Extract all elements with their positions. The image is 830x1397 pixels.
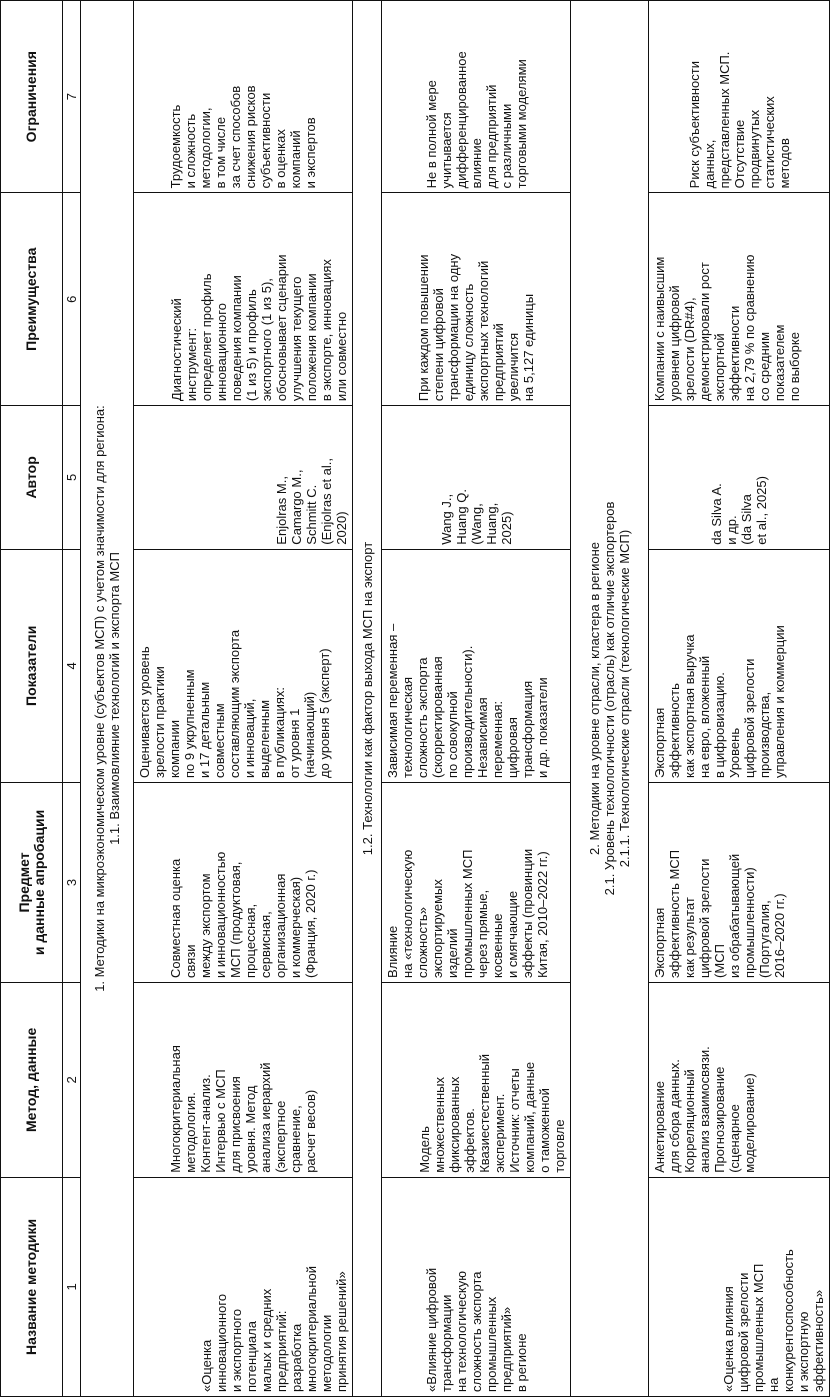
header-cell: Преимущества xyxy=(1,193,63,406)
method-name-cell: «Влияние цифровой трансформации на технологическую сложность экспорта промышленных предприятий» в регионе xyxy=(382,1177,571,1396)
header-row xyxy=(1,1,63,1397)
table-row xyxy=(649,1,830,1397)
section-row xyxy=(571,1,649,1397)
indicators-cell: Оценивается уровень зрелости практики компании по 9 укрупненным и 17 детальным совместным составляющим экспорта и инноваций, выделенным в публикациях: от уровня 1 (начинающий) до уровня 5 (эксперт) xyxy=(134,549,353,782)
method-name-cell: «Оценка влияния цифровой зрелости промышленных МСП на конкурентоспособность и экспортную эффективность» xyxy=(649,1177,830,1396)
section-row xyxy=(81,1,134,1397)
indicators-cell: Зависимая переменная – технологическая сложность экспорта (скорректированная по совокупной производительности). Независимая переменная: цифровая трансформация и др. показатели xyxy=(382,549,571,782)
header-cell: Автор xyxy=(1,406,63,550)
method-data-cell: Анкетирование для сбора данных. Корреляционный анализ взаимосвязи. Прогнозирование (сценарное моделирование) xyxy=(649,982,830,1177)
column-number: 6 xyxy=(63,193,81,406)
section-2-1-title: 2.1. Уровень технологичности (отрасль) как отличие экспортеров xyxy=(602,501,618,896)
limitations-cell: Не в полной мере учитывается дифференцированное влияние для предприятий с различными торговыми моделями xyxy=(382,1,571,193)
header-cell: Предмет и данные апробации xyxy=(1,782,63,982)
table-row xyxy=(382,1,571,1397)
header-cell: Ограничения xyxy=(1,1,63,193)
column-number-row xyxy=(63,1,81,1397)
method-data-cell: Многокритериальная методология. Контент-анализ. Интервью с МСП для присвоения уровня. Метод анализа иерархий (экспертное сравнение, расчет весов) xyxy=(134,982,353,1177)
column-number: 2 xyxy=(63,982,81,1177)
section-1-1-title: 1.1. Взаимовлияние технологий и экспорта МСП xyxy=(107,552,123,845)
method-data-cell: Модель множественных фиксированных эффектов. Квазиестественный эксперимент. Источник: отчеты компаний, данные о таможенной торговле xyxy=(382,982,571,1177)
author-cell: Enjolras M., Camargo M., Schmitt C. (Enjolras et al., 2020) xyxy=(134,406,353,550)
header-cell: Метод, данные xyxy=(1,982,63,1177)
column-number: 7 xyxy=(63,1,81,193)
section-row xyxy=(353,1,382,1397)
column-number: 1 xyxy=(63,1177,81,1396)
limitations-cell: Риск субъективности данных, представленных МСП. Отсутствие продвинутых статистических методов xyxy=(649,1,830,193)
section-heading xyxy=(81,1,134,1397)
method-name-cell: «Оценка инновационного и экспортного потенциала малых и средних предприятий: разработка многокритериальной методологии принятия решений» xyxy=(134,1177,353,1396)
indicators-cell: Экспортная эффективность как экспортная выручка на евро, вложенный в цифровизацию. Уровень цифровой зрелости производства, управления и коммерции xyxy=(649,549,830,782)
header-cell: Показатели xyxy=(1,549,63,782)
advantages-cell: Компании с наивысшим уровнем цифровой зрелости (DR#4), демонстрировали рост экспортной эффективности на 2,79 % по сравнению со средним показателем по выборке xyxy=(649,193,830,406)
subject-cell: Экспортная эффективность МСП как результат цифровой зрелости (МСП из обрабатывающей промышленности) (Португалия, 2016–2020 гг.) xyxy=(649,782,830,982)
subject-cell: Совместная оценка связи между экспортом и инновационностью МСП (продуктовая, процессная, сервисная, организационная и коммерческая) (Франция, 2020 г.) xyxy=(134,782,353,982)
section-heading xyxy=(571,1,649,1397)
column-number: 4 xyxy=(63,549,81,782)
column-number: 5 xyxy=(63,406,81,550)
advantages-cell: При каждом повышении степени цифровой трансформации на одну единицу сложность экспортных технологий предприятий увеличится на 5,127 единицы xyxy=(382,193,571,406)
header-cell: Название методики xyxy=(1,1177,63,1396)
section-2-1-1-title: 2.1.1. Технологические отрасли (технологические МСП) xyxy=(617,529,633,868)
section-2-title: 2. Методики на уровне отрасли, кластера в регионе xyxy=(587,542,603,855)
section-heading: 1.2. Технологии как фактор выхода МСП на экспорт xyxy=(353,1,382,1397)
author-cell: Wang J., Huang Q. (Wang, Huang, 2025) xyxy=(382,406,571,550)
advantages-cell: Диагностический инструмент: определяет профиль инновационного поведения компании (1 из 5) и профиль экспортного (1 из 5), обосновывает сценарии улучшения текущего положения компании в экспорте, инновациях или совместно xyxy=(134,193,353,406)
limitations-cell: Трудоемкость и сложность методологии, в том числе за счет способов снижения рисков субъективности в оценках компаний и экспертов xyxy=(134,1,353,193)
table-row xyxy=(134,1,353,1397)
author-cell: da Silva A. и др. (da Silva et al., 2025) xyxy=(649,406,830,550)
subject-cell: Влияние на «технологическую сложность» экспортируемых изделий промышленных МСП через прямые, косвенные и смягчающие эффекты (провинции Китая, 2010–2022 гг.) xyxy=(382,782,571,982)
column-number: 3 xyxy=(63,782,81,982)
section-1-title: 1. Методики на микроэкономическом уровне (субъектов МСП) с учетом значимости для региона: xyxy=(92,405,108,992)
